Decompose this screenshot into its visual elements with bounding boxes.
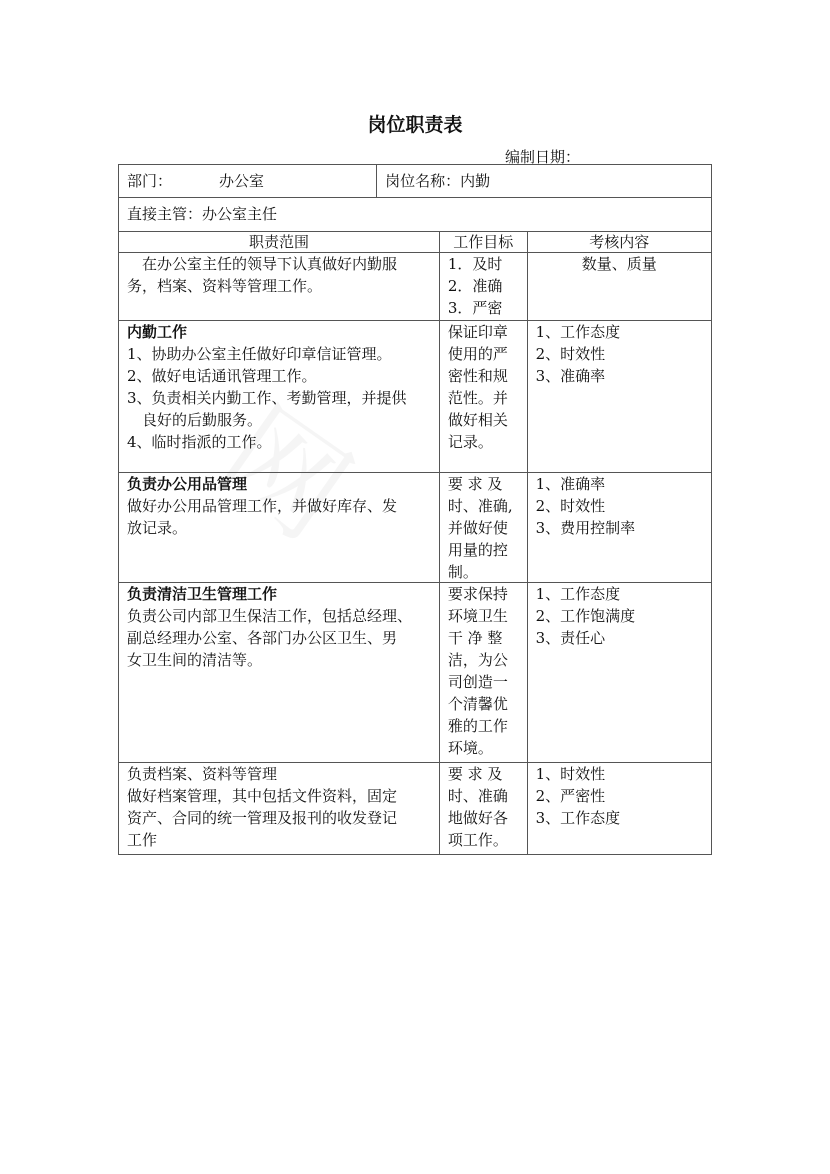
assess-line: 2、时效性: [535, 345, 606, 363]
header-row-dept: [118, 164, 712, 198]
duty-line: 良好的后勤服务。: [127, 411, 263, 429]
goal-line: 项工作。: [447, 831, 508, 849]
assess-cell: [527, 321, 711, 472]
assess-line: 1、工作态度: [535, 323, 621, 341]
assess-line: 1、准确率: [535, 475, 606, 493]
assess-cell: [527, 763, 711, 854]
goal-line: 制。: [447, 563, 478, 581]
duty-line: 副总经理办公室、各部门办公区卫生、男: [127, 629, 398, 647]
duty-line: 4、临时指派的工作。: [127, 433, 272, 451]
duty-line: 放记录。: [127, 519, 188, 537]
goal-line: 干 净 整: [447, 629, 503, 647]
assess-line: 3、责任心: [535, 629, 606, 647]
date-label: 编制日期：: [505, 148, 581, 166]
duty-line: 资产、合同的统一管理及报刊的收发登记: [127, 809, 398, 827]
dept-label: 部门：: [127, 172, 173, 190]
goal-line: 要 求 及: [447, 765, 503, 783]
assess-line: 数量、质量: [581, 255, 657, 273]
duty-line: 务，档案、资料等管理工作。: [127, 277, 323, 295]
table-row: [118, 583, 712, 763]
duty-cell: [119, 321, 439, 472]
position-cell: [376, 165, 711, 197]
assess-cell: [527, 473, 711, 582]
assess-line: 3、工作态度: [535, 809, 621, 827]
assess-line: 2、严密性: [535, 787, 606, 805]
assess-line: 2、工作饱满度: [535, 607, 636, 625]
goal-line: 洁，为公: [447, 651, 508, 669]
duty-cell: [119, 253, 439, 320]
page-title: 岗位职责表: [367, 114, 463, 136]
goal-line: 范性。并: [447, 389, 508, 407]
duty-line: 1、协助办公室主任做好印章信证管理。: [127, 345, 392, 363]
assess-line: 1、时效性: [535, 765, 606, 783]
dept-value: 办公室: [219, 172, 265, 190]
goal-cell: [439, 473, 527, 582]
table-row: [118, 473, 712, 583]
goal-line: 环境卫生: [447, 607, 508, 625]
duty-line: 在办公室主任的领导下认真做好内勤服: [127, 255, 398, 273]
goal-line: 并做好使: [447, 519, 508, 537]
column-header-assess: 考核内容: [527, 232, 711, 252]
goal-cell: [439, 583, 527, 762]
duty-line: 负责公司内部卫生保洁工作，包括总经理、: [127, 607, 413, 625]
goal-cell: [439, 253, 527, 320]
goal-line: 记录。: [447, 433, 493, 451]
duty-cell: [119, 763, 439, 854]
duty-line: 2、做好电话通讯管理工作。: [127, 367, 317, 385]
goal-line: 时、准确,: [447, 497, 513, 515]
goal-line: 3．严密: [447, 299, 503, 317]
duty-line: 做好档案管理，其中包括文件资料，固定: [127, 787, 398, 805]
goal-line: 要 求 及: [447, 475, 503, 493]
position-value: 内勤: [460, 172, 491, 190]
goal-line: 2．准确: [447, 277, 503, 295]
table-row: [118, 253, 712, 321]
goal-line: 用量的控: [447, 541, 508, 559]
goal-line: 雅的工作: [447, 717, 508, 735]
position-label: 岗位名称：: [385, 172, 461, 190]
duty-line: 工作: [127, 831, 158, 849]
duty-table: [118, 164, 712, 855]
duty-line: 做好办公用品管理工作，并做好库存、发: [127, 497, 398, 515]
assess-line: 3、准确率: [535, 367, 606, 385]
duty-cell: [119, 583, 439, 762]
goal-line: 环境。: [447, 739, 493, 757]
duty-line: 负责档案、资料等管理: [127, 765, 278, 783]
dept-cell: [119, 165, 376, 197]
duty-line: 女卫生间的清洁等。: [127, 651, 263, 669]
goal-line: 使用的严: [447, 345, 508, 363]
goal-line: 司创造一: [447, 673, 508, 691]
assess-cell: [527, 253, 711, 320]
assess-line: 3、费用控制率: [535, 519, 636, 537]
duty-heading: 负责清洁卫生管理工作: [127, 585, 278, 603]
goal-cell: [439, 763, 527, 854]
goal-cell: [439, 321, 527, 472]
goal-line: 地做好各: [447, 809, 508, 827]
goal-line: 时、准确: [447, 787, 508, 805]
column-header-row: [118, 232, 712, 253]
goal-line: 密性和规: [447, 367, 508, 385]
assess-cell: [527, 583, 711, 762]
goal-line: 要求保持: [447, 585, 508, 603]
assess-line: 1、工作态度: [535, 585, 621, 603]
goal-line: 1．及时: [447, 255, 503, 273]
header-row-supervisor: [118, 198, 712, 232]
column-header-duty: 职责范围: [248, 233, 309, 251]
goal-line: 个清馨优: [447, 695, 508, 713]
assess-line: 2、时效性: [535, 497, 606, 515]
duty-cell: [119, 473, 439, 582]
supervisor-cell: 直接主管：办公室主任: [127, 205, 278, 223]
goal-line: 保证印章: [447, 323, 508, 341]
goal-line: 做好相关: [447, 411, 508, 429]
table-row: [118, 763, 712, 855]
duty-line: 3、负责相关内勤工作、考勤管理，并提供: [127, 389, 407, 407]
table-row: [118, 321, 712, 473]
column-header-goal: 工作目标: [439, 232, 527, 252]
duty-heading: 内勤工作: [127, 323, 188, 341]
duty-heading: 负责办公用品管理: [127, 475, 248, 493]
